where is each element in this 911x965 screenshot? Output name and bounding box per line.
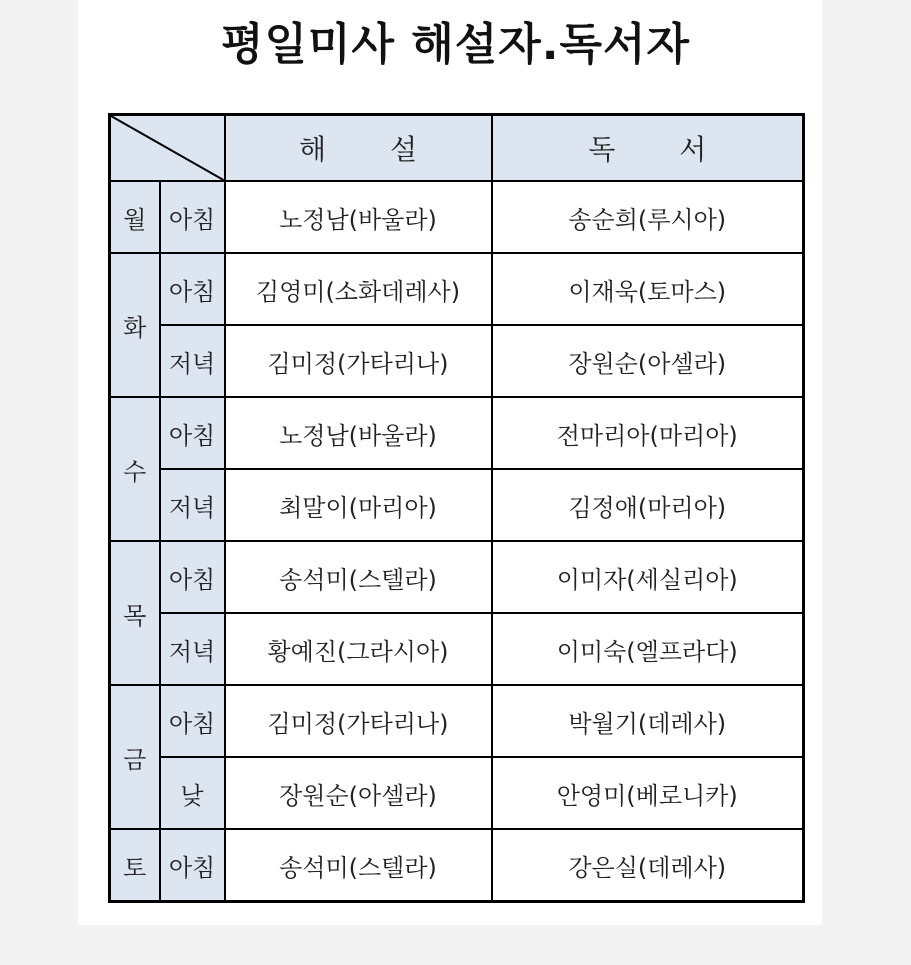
day-cell: 화 [110, 253, 160, 397]
table-row [110, 253, 804, 325]
reader-cell: 전마리아(마리아) [492, 397, 804, 469]
day-cell: 금 [110, 685, 160, 829]
slot-cell: 아침 [160, 829, 225, 902]
commentator-cell: 김미정(가타리나) [225, 685, 492, 757]
reader-cell: 이미숙(엘프라다) [492, 613, 804, 685]
table-row [110, 541, 804, 613]
slot-cell: 저녁 [160, 325, 225, 397]
commentator-cell: 김미정(가타리나) [225, 325, 492, 397]
reader-cell: 송순희(루시아) [492, 181, 804, 253]
commentator-header-char-2: 설 [390, 133, 418, 166]
table-row [110, 613, 804, 685]
slot-cell: 아침 [160, 685, 225, 757]
schedule-table [108, 113, 805, 903]
commentator-header [225, 115, 492, 182]
reader-cell: 장원순(아셀라) [492, 325, 804, 397]
reader-cell: 강은실(데레사) [492, 829, 804, 902]
reader-cell: 이미자(세실리아) [492, 541, 804, 613]
day-cell: 목 [110, 541, 160, 685]
page-title: 평일미사 해설자.독서자 [220, 19, 691, 70]
slot-cell: 아침 [160, 541, 225, 613]
day-cell: 토 [110, 829, 160, 902]
commentator-cell: 최말이(마리아) [225, 469, 492, 541]
table-row [110, 181, 804, 253]
slot-cell: 저녁 [160, 613, 225, 685]
reader-header-char-2: 서 [679, 133, 707, 166]
table-row [110, 685, 804, 757]
corner-diagonal-cell [110, 115, 225, 182]
reader-cell: 이재욱(토마스) [492, 253, 804, 325]
slot-cell: 저녁 [160, 469, 225, 541]
table-row [110, 757, 804, 829]
table-row [110, 397, 804, 469]
slot-cell: 아침 [160, 397, 225, 469]
commentator-cell: 황예진(그라시아) [225, 613, 492, 685]
commentator-cell: 노정남(바울라) [225, 397, 492, 469]
slot-cell: 아침 [160, 181, 225, 253]
day-cell: 수 [110, 397, 160, 541]
slot-cell: 아침 [160, 253, 225, 325]
reader-cell: 안영미(베로니카) [492, 757, 804, 829]
reader-header [492, 115, 804, 182]
commentator-header-char-1: 해 [298, 133, 326, 166]
commentator-cell: 김영미(소화데레사) [225, 253, 492, 325]
commentator-cell: 노정남(바울라) [225, 181, 492, 253]
reader-header-char-1: 독 [588, 133, 616, 166]
commentator-cell: 송석미(스텔라) [225, 541, 492, 613]
table-row [110, 325, 804, 397]
table-row [110, 829, 804, 902]
diagonal-line [111, 116, 224, 180]
header-row [110, 115, 804, 182]
commentator-cell: 송석미(스텔라) [225, 829, 492, 902]
slot-cell: 낮 [160, 757, 225, 829]
table-row [110, 469, 804, 541]
day-cell: 월 [110, 181, 160, 253]
commentator-cell: 장원순(아셀라) [225, 757, 492, 829]
reader-cell: 김정애(마리아) [492, 469, 804, 541]
reader-cell: 박월기(데레사) [492, 685, 804, 757]
